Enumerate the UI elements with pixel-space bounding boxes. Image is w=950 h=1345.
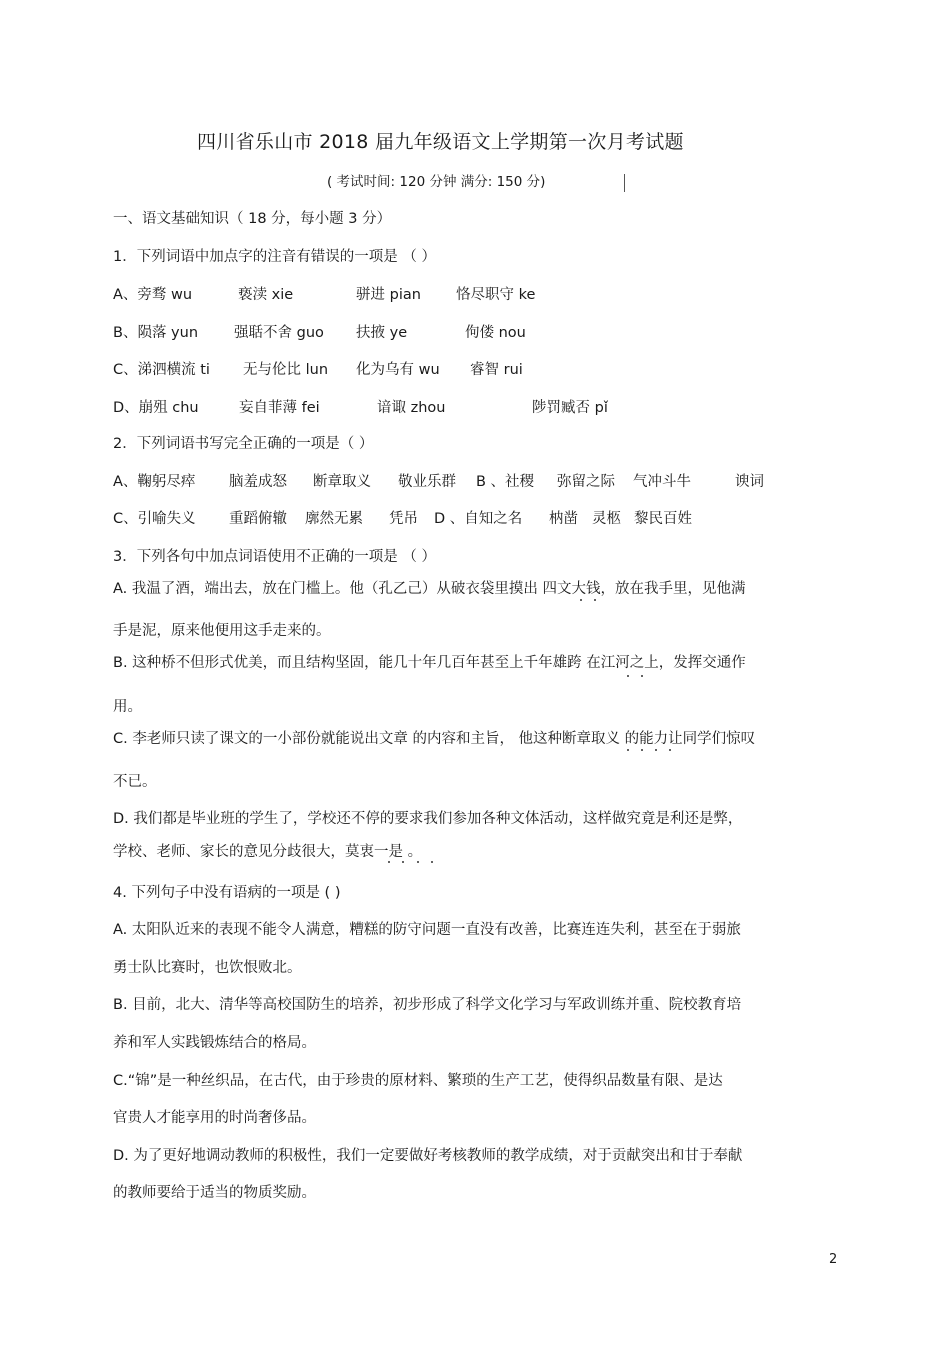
q1-option-d-1: D、崩殂 chu xyxy=(113,400,199,416)
q1-option-c-4: 睿智 rui xyxy=(470,362,523,378)
emphasis-dot xyxy=(402,861,404,863)
q2-row1-7: 气冲斗牛 xyxy=(633,474,691,490)
q2-row1-4: 敬业乐群 xyxy=(398,474,456,490)
q2-row2-2: 重蹈俯辙 xyxy=(229,511,287,527)
section-heading: 一、语文基础知识（ 18 分，每小题 3 分） xyxy=(113,211,392,227)
q3-option-c-line1: C. 李老师只读了课文的一小部份就能说出文章 的内容和主旨， 他这种断章取义 的能力让同学们惊叹 xyxy=(113,731,756,747)
q1-option-a-2: 亵渎 xie xyxy=(238,287,294,303)
q3-option-d-line1: D. 我们都是毕业班的学生了，学校还不停的要求我们参加各种文体活动，这样做究竟是利还是弊， xyxy=(113,811,743,827)
q1-option-c-1: C、涕泗横流 ti xyxy=(113,362,210,378)
q2-stem: 2．下列词语书写完全正确的一项是（ ） xyxy=(113,436,374,452)
q3-option-c-line2: 不已。 xyxy=(113,774,157,790)
q3-option-b-line1: B. 这种桥不但形式优美，而且结构坚固，能几十年几百年甚至上千年雄跨 在江河之上，发挥交通作 xyxy=(113,655,746,671)
q2-row2-3: 廓然无累 xyxy=(305,511,363,527)
emphasis-dot xyxy=(417,861,419,863)
q3-option-a-line1: A. 我温了酒，端出去，放在门槛上。他（孔乙己）从破衣袋里摸出 四文大钱，放在我手里，见他满 xyxy=(113,581,746,597)
q2-row2-4: 凭吊 xyxy=(389,511,418,527)
q4-option-c-line2: 官贵人才能享用的时尚奢侈品。 xyxy=(113,1110,316,1126)
q4-option-a-line2: 勇士队比赛时，也饮恨败北。 xyxy=(113,960,302,976)
q1-option-b-2: 强聒不舍 guo xyxy=(234,325,324,341)
q4-option-b-line2: 养和军人实践锻炼结合的格局。 xyxy=(113,1035,316,1051)
emphasis-dot xyxy=(627,749,629,751)
q1-option-d-2: 妄自菲薄 fei xyxy=(239,400,320,416)
q4-option-d-line1: D. 为了更好地调动教师的积极性，我们一定要做好考核教师的教学成绩，对于贡献突出和甘于奉献 xyxy=(113,1148,743,1164)
q1-option-a-3: 骈进 pian xyxy=(356,287,421,303)
q4-option-a-line1: A. 太阳队近来的表现不能令人满意，糟糕的防守问题一直没有改善，比赛连连失利，甚至在于弱旅 xyxy=(113,922,741,938)
q2-row2-6: 枘凿 xyxy=(549,511,578,527)
emphasis-dot xyxy=(641,675,643,677)
emphasis-dot xyxy=(641,749,643,751)
q1-option-a-1: A、旁骛 wu xyxy=(113,287,193,303)
q4-option-d-line2: 的教师要给于适当的物质奖励。 xyxy=(113,1185,316,1201)
q3-option-b-line2: 用。 xyxy=(113,699,142,715)
q1-option-b-1: B、陨落 yun xyxy=(113,325,199,341)
emphasis-dot xyxy=(431,861,433,863)
q2-row1-6: 弥留之际 xyxy=(557,474,615,490)
q1-option-d-4: 陟罚臧否 pǐ xyxy=(532,400,608,416)
q1-option-b-4: 佝偻 nou xyxy=(465,325,526,341)
q4-stem: 4. 下列句子中没有语病的一项是 ( ) xyxy=(113,885,341,901)
q2-row2-7: 灵柩 xyxy=(592,511,621,527)
q4-option-c-line1: C.“锦”是一种丝织品，在古代，由于珍贵的原材料、繁琐的生产工艺，使得织品数量有限、是达 xyxy=(113,1073,723,1089)
emphasis-dot xyxy=(594,599,596,601)
q2-row1-5: B 、社稷 xyxy=(476,474,535,490)
q2-row1-2: 脑羞成怒 xyxy=(229,474,287,490)
emphasis-dot xyxy=(655,749,657,751)
page-number: 2 xyxy=(829,1252,838,1267)
emphasis-dot xyxy=(669,749,671,751)
exam-info: ( 考试时间: 120 分钟 满分: 150 分) xyxy=(327,174,546,190)
q2-row1-3: 断章取义 xyxy=(313,474,371,490)
q3-stem: 3．下列各句中加点词语使用不正确的一项是 （ ） xyxy=(113,549,436,565)
q2-row1-8: 谀词 xyxy=(735,474,764,490)
q1-option-b-3: 扶掖 ye xyxy=(356,325,408,341)
emphasis-dot xyxy=(627,675,629,677)
q1-option-a-4: 恪尽职守 ke xyxy=(456,287,536,303)
emphasis-dot xyxy=(580,599,582,601)
q1-option-d-3: 谙诹 zhou xyxy=(377,400,446,416)
q1-option-c-2: 无与伦比 lun xyxy=(243,362,329,378)
q4-option-b-line1: B. 目前，北大、清华等高校国防生的培养，初步形成了科学文化学习与军政训练并重、院校教育培 xyxy=(113,997,742,1013)
q1-stem: 1．下列词语中加点字的注音有错误的一项是 （ ） xyxy=(113,249,436,265)
q2-row2-8: 黎民百姓 xyxy=(634,511,692,527)
page-title: 四川省乐山市 2018 届九年级语文上学期第一次月考试题 xyxy=(197,131,684,153)
q3-option-d-line2: 学校、老师、家长的意见分歧很大，莫衷一是 。 xyxy=(113,844,423,860)
q2-row1-1: A、鞠躬尽瘁 xyxy=(113,474,196,490)
q3-option-a-line2: 手是泥，原来他便用这手走来的。 xyxy=(113,623,331,639)
emphasis-dot xyxy=(388,861,390,863)
divider xyxy=(624,174,625,192)
q2-row2-1: C、引喻失义 xyxy=(113,511,196,527)
q1-option-c-3: 化为乌有 wu xyxy=(356,362,440,378)
q2-row2-5: D 、自知之名 xyxy=(434,511,523,527)
